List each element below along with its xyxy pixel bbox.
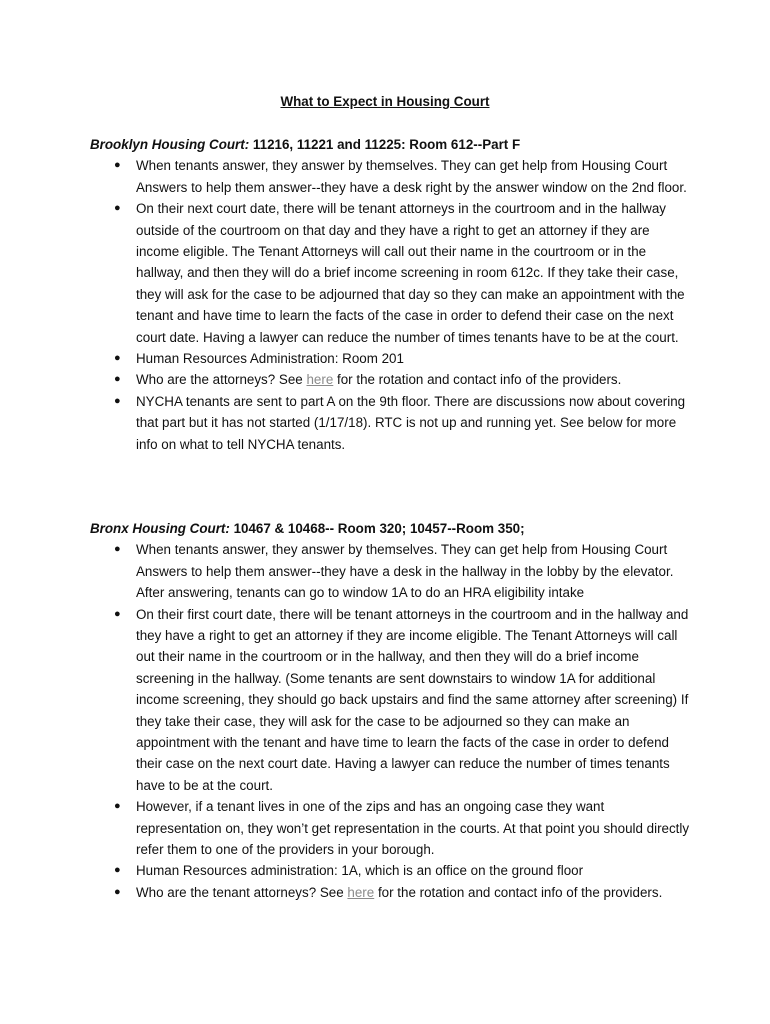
list-item-text: However, if a tenant lives in one of the zips and has an ongoing case they want representation on, they won’t get representation in the courts. At that point you should directly refer them to one of the providers in your borough. [136, 799, 690, 858]
bronx-heading [90, 518, 690, 539]
list-item [90, 391, 690, 455]
list-item-text: for the rotation and contact info of the providers. [374, 884, 663, 900]
bronx-section [90, 518, 690, 903]
list-item [90, 796, 690, 860]
bullet-icon: ● [114, 864, 121, 877]
list-item [90, 198, 690, 348]
list-item-text: On their next court date, there will be tenant attorneys in the courtroom and in the hallway outside of the courtroom on that day and they have a right to get an attorney if they are income eligible. The Tenant Attorneys will call out their name in the courtroom or in the hallway, and then they will do a brief income screening in room 612c. If they take their case, they will ask for the case to be adjourned that day so they can make an appointment with the tenant and have time to learn the facts of the case in order to defend their case on the next court date. Having a lawyer can reduce the number of times tenants have to be at the court. [136, 201, 685, 345]
bronx-bullet-list [90, 539, 690, 903]
document-title: What to Expect in Housing Court [280, 94, 490, 109]
list-item [90, 369, 690, 390]
bullet-icon: ● [114, 543, 121, 556]
list-item-text: for the rotation and contact info of the providers. [333, 372, 622, 388]
brooklyn-location: 11216, 11221 and 11225: Room 612--Part F [249, 137, 521, 152]
list-item [90, 604, 690, 797]
bronx-court-name: Bronx Housing Court: [90, 521, 230, 536]
bullet-icon: ● [114, 373, 121, 386]
list-item-text: When tenants answer, they answer by themselves. They can get help from Housing Court Answers to help them answer--they have a desk right by the answer window on the 2nd floor. [136, 158, 687, 195]
list-item [90, 348, 690, 369]
bronx-location: 10467 & 10468-- Room 320; 10457--Room 350; [229, 521, 525, 536]
list-item-text: Who are the attorneys? See [136, 372, 307, 388]
list-item-text: Who are the tenant attorneys? See [136, 884, 348, 900]
list-item-text: Human Resources Administration: Room 201 [136, 351, 404, 367]
list-item-text: NYCHA tenants are sent to part A on the 9th floor. There are discussions now about covering that part but it has not started (1/17/18). RTC is not up and running yet. See below for more info on what to tell NYCHA tenants. [136, 393, 686, 452]
brooklyn-court-name: Brooklyn Housing Court: [90, 137, 250, 152]
bullet-icon: ● [114, 202, 121, 215]
brooklyn-heading [90, 134, 690, 155]
bullet-icon: ● [114, 394, 121, 407]
list-item-text: On their first court date, there will be tenant attorneys in the courtroom and in the hallway and they have a right to get an attorney if they are income eligible. The Tenant Attorneys will call out their name in the courtroom or in the hallway, and then they will do a brief income screening in the hallway. (Some tenants are sent downstairs to window 1A for additional income screening, they should go back upstairs and find the same attorney after screening) If they take their case, they will ask for the case to be adjourned so they can make an appointment with the tenant and have time to learn the facts of the case in order to defend their case on the next court date. Having a lawyer can reduce the number of times tenants have to be at the court. [136, 606, 689, 793]
bronx-attorneys-here-link[interactable]: here [347, 884, 375, 900]
brooklyn-section [90, 134, 690, 455]
list-item [90, 860, 690, 881]
bullet-icon: ● [114, 352, 121, 365]
bullet-icon: ● [114, 607, 121, 620]
bullet-icon: ● [114, 159, 121, 172]
list-item [90, 882, 690, 903]
list-item [90, 155, 690, 198]
brooklyn-bullet-list [90, 155, 690, 455]
list-item [90, 539, 690, 603]
brooklyn-attorneys-here-link[interactable]: here [306, 372, 334, 388]
bullet-icon: ● [114, 800, 121, 813]
list-item-text: When tenants answer, they answer by themselves. They can get help from Housing Court Answers to help them answer--they have a desk in the hallway in the lobby by the elevator. After answering, tenants can go to window 1A to do an HRA eligibility intake [136, 542, 674, 601]
bullet-icon: ● [114, 885, 121, 898]
list-item-text: Human Resources administration: 1A, which is an office on the ground floor [136, 863, 584, 879]
